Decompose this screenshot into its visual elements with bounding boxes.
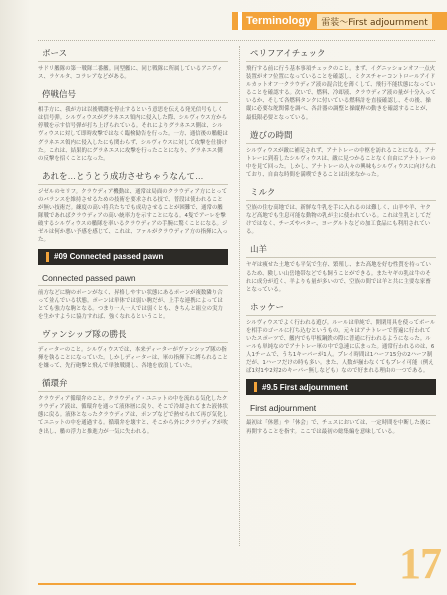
- bottom-accent-bar: [38, 583, 356, 585]
- section-header: [246, 379, 436, 395]
- term-title: ミルク: [246, 183, 436, 201]
- header-subtitle: 雷装〜First adjournment: [317, 14, 432, 29]
- term-description: 飛行する前に行う基本事項チェックのこと。まず、イグニッションオフ一点火装置がオフ位置になっていることを確認し、ミクスチャーコントロールアイドルカットオフ一クラウディア液の混合比を薄くして、飛行不能状態になっていることを確認する。次いで、燃料、冷却液、クラウディア液の量が十分入っているか、そして各燃料タンクに付いている燃料計を直接確認し、その後、操縦に必要な舵関係を調べ、各計器の調整と操縦桿の動きを確認することが、最低限必要となっている。: [246, 66, 436, 121]
- right-column: [246, 44, 436, 440]
- glossary-entry: [246, 126, 436, 179]
- term-description: 前方などに駒のポーンがなく、昇格しやすい状態にあるポーンが複数隣り合って並んでいる状態。ポーンは単体では弱い駒だが、上手な連携によってはとても強力な駒となる。つまり一人一人では弱くとも、きちんと組立の実力を生かすように協力すれば、強くなれるということ。: [38, 289, 223, 320]
- term-title: あれを…とうとう成功させちゃうなんて…: [38, 167, 228, 185]
- term-title: 山羊: [246, 240, 436, 258]
- glossary-entry: [38, 270, 228, 321]
- term-description: シルヴィウスが敵に補足されず、アナトレーの中枢を訪れることになる。アナトレーに到着したシルヴィウスは、敵に見つかることなく自由にアナトレーの中を見て回った。しかし、アナトレーの人々の興味もシルヴィウスに向けられており、自由な時間を満喫できることは出来なかった。: [246, 147, 436, 178]
- glossary-entry: [38, 374, 228, 435]
- term-title: ヴァンシップ隊の勝長: [38, 325, 228, 343]
- page-number: 17: [399, 539, 441, 588]
- term-description: ヤギは痩せた土地でも平気で生存、繁殖し、また高地を好む性質を持っているため、険しい山岳地帯などでも飼うことができる。またヤギの乳は牛のそれに成分が近く、羊よりも量が多いので、空族の間では羊と共に主要な家畜となっている。: [246, 262, 431, 293]
- term-title: 遊びの時間: [246, 126, 436, 144]
- header-title: Terminology: [246, 15, 312, 27]
- section-title: #09 Connected passed pawn: [54, 252, 164, 261]
- section-accent: [46, 252, 49, 262]
- term-description: 空族の住む高地では、新鮮な牛乳を手に入れるのは難しく、山羊や羊、ヤクなど高地でも生息可能な動物の乳が主に使われている。これは生乳としてだけではなく、チーズやバター、ヨーグルトなどの加工食品にも利用されている。: [246, 205, 431, 236]
- section-title: #9.5 First adjournment: [262, 382, 348, 392]
- term-title: 循環弁: [38, 374, 228, 392]
- column-divider: [239, 46, 240, 546]
- glossary-entry: [38, 85, 228, 163]
- glossary-entry: [246, 44, 436, 122]
- term-description: ディーターのこと。シルヴィウスでは、本来ディーターがヴァンシップ隊の指揮を執ることになっていた。しかしディーターは、軍の指揮下に縛られることを嫌って、先行砲撃と飛んで単独戦闘し、各地を放浪していた。: [38, 346, 228, 370]
- glossary-entry: [246, 183, 436, 236]
- left-column: [38, 44, 228, 440]
- glossary-entry: [246, 240, 436, 293]
- term-description: 最初は「休憩」や「休会」で、チェスにおいては、一定時間を中断した後に再開することを指す。ここでは最初の総集編を意味している。: [246, 420, 431, 435]
- term-description: サドリ艦隊の第一戦隊二番艦。同型艦に、同じ戦隊に所属しているアニヴィス、ラケルタ、コラレアなどがある。: [38, 66, 223, 81]
- term-title: Connected passed pawn: [38, 270, 228, 286]
- term-title: ボース: [38, 44, 228, 62]
- term-description: ジゼルのセリフ。クラウディア機動は、通常は局面のクラウディア方にとってのバランスを維持させるための技術を要求される技で、普段は使われることが無い技術だ。練度の高い将兵たちでも成功させることが困難で、通常の艦隊戦であればクラウディアの高い統率力を示すことになる。4隻でアーレを撃破するシルヴィウスの艦隊を率いるクラウディアの手腕に驚くことになる。ジゼルは何か悪い予感を感じて、これは、ファルがクラウディア方の指揮に入った。: [38, 188, 228, 244]
- term-description: シルヴィウスでよく行われる遊び。ルールは単純で、開閉用具を使ってボールを相手のゴールに打ち込むというもの。元々はアナトレーで普遍に行われていたスポーツで、艦内でも甲板鋼鉄の際に普通に行われるようになった。ルールも単純なのでアナトレー軍の中で急速に広まった。通常行われるのは、6人1チームで、うち1キーパーが1人。プレイ時間は1ハーフ15分の2ハーフ制だが、1ハーフだけの時も多い。また、人数が揃わなくてもプレイ可能（例えば1対1や2対2のキーパー無しなども）なので好まれる理由の一つである。: [246, 319, 436, 375]
- term-title: First adjournment: [246, 400, 436, 416]
- glossary-entry: [38, 44, 228, 81]
- term-title: ペリフアイチェック: [246, 44, 436, 62]
- top-divider: [38, 40, 435, 41]
- term-description: クラウディア循環弁のこと。クラウディア・ユニットの中を流れる気化したクラウディア液は、循環弁を通って液体層に戻り、そこで冷却されてまた液体状態に戻る。液体となったクラウディアは、ポンプなどで熱せられて再び気化してユニットの中を通過する。循環弁を壊すと、そこから外にクラウディアが吹き出し、艦の浮力と推進力が一気に失われる。: [38, 396, 228, 435]
- header-banner: [232, 12, 447, 30]
- section-accent: [254, 382, 257, 392]
- term-title: 停戦信号: [38, 85, 228, 103]
- glossary-entry: [38, 325, 228, 370]
- glossary-entry: [246, 400, 436, 435]
- term-title: ホッケー: [246, 298, 436, 316]
- section-header: [38, 249, 228, 265]
- header-notch: [238, 12, 242, 30]
- glossary-entry: [246, 298, 436, 376]
- term-description: 相手方に、我が方は以後戦闘を停止するという意思を伝える発光信号もしくは信号弾。シルヴィウスがグラネエス領内に侵入した際、シルヴィウス方から停戦を示す信号弾が打ち上げられている。それによりグラネエス側は、シルヴィウスに対して即時攻撃ではなく臨検勧告を行った。一方、通信後の艦艇はグラネエス領内に侵入したにも関わらず、シルヴィウスに対して攻撃を仕掛けた。これは、結果的にグラネエスに攻撃を行ったことになり、グラネエス側の反撃を招くことになった。: [38, 107, 228, 162]
- glossary-entry: [38, 167, 228, 245]
